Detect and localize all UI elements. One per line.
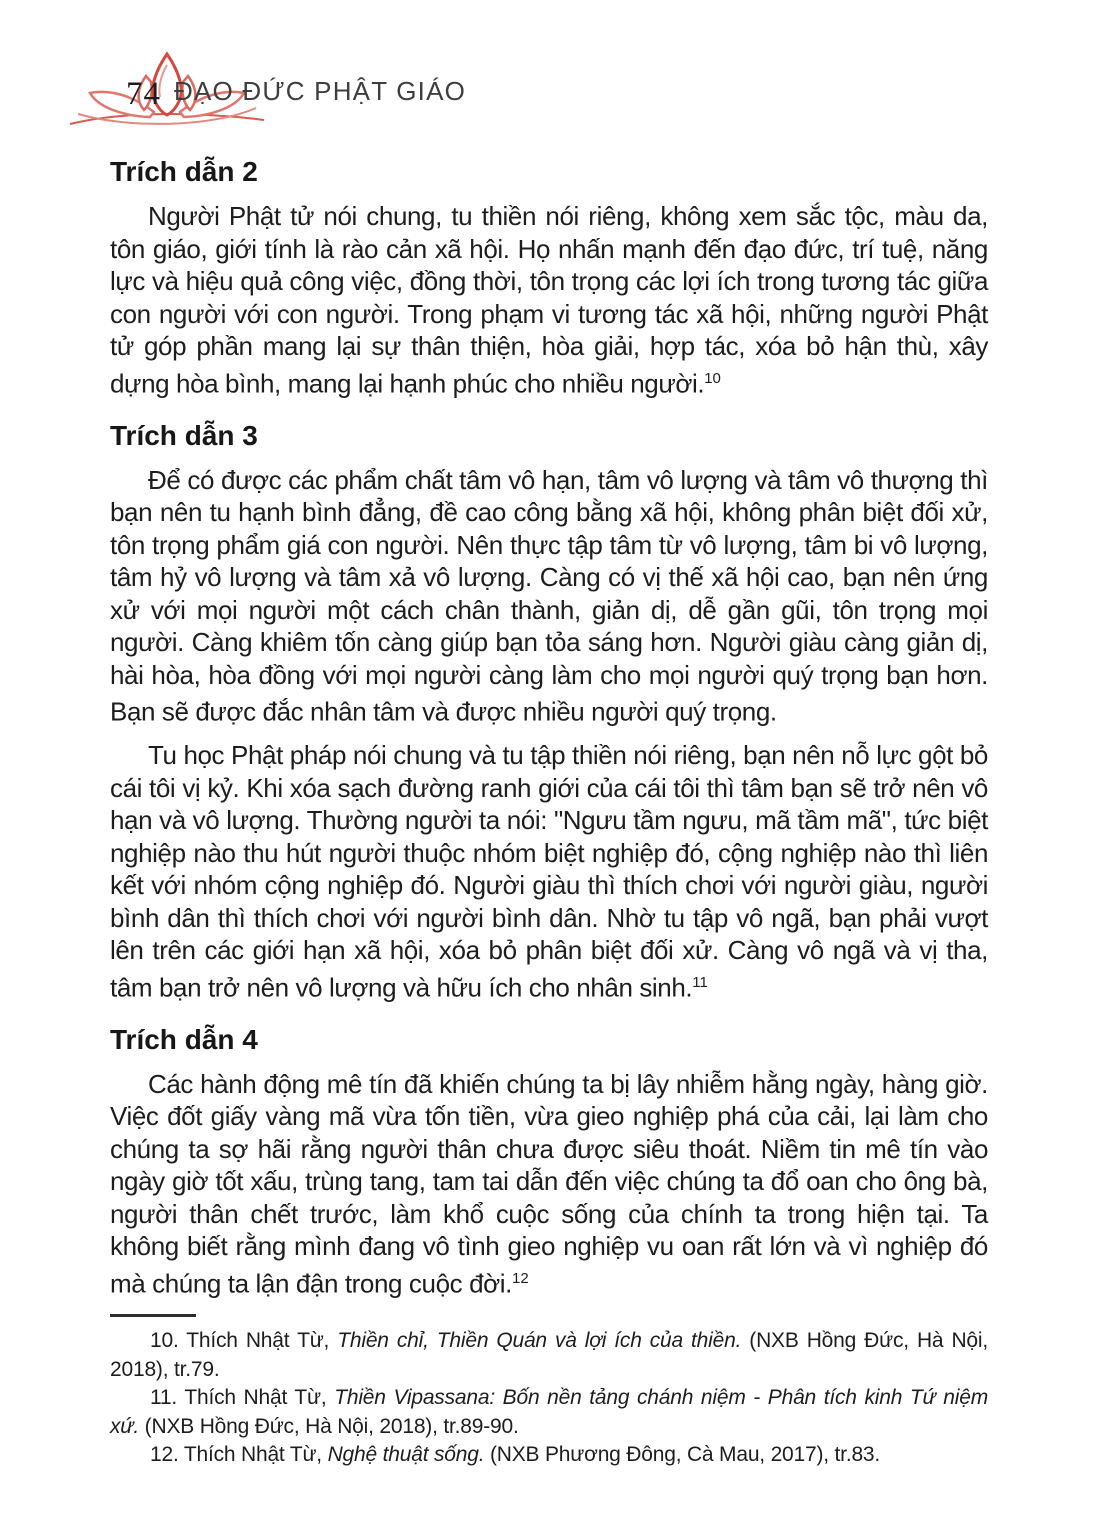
footnote-publisher: (NXB Hồng Đức, Hà Nội, 2018), tr.89-90. — [139, 1414, 519, 1438]
footnote — [110, 1441, 988, 1470]
paragraph-text: Để có được các phẩm chất tâm vô hạn, tâm vô lượng và tâm vô thượng thì bạn nên tu hạnh bình đẳng, đề cao công bằng xã hội, không phân biệt đối xử, tôn trọng phẩm giá con người. Nên thực tập tâm từ vô lượng, tâm bi vô lượng, tâm hỷ vô lượng và tâm xả vô lượng. Càng có vị thế xã hội cao, bạn nên ứng xử với mọi người một cách chân thành, giản dị, dễ gần gũi, tôn trọng mọi người. Càng khiêm tốn càng giúp bạn tỏa sáng hơn. Người giàu càng giản dị, hài hòa, hòa đồng với mọi người càng làm cho mọi người quý trọng bạn hơn. Bạn sẽ được đắc nhân tâm và được nhiều người quý trọng. — [110, 464, 988, 727]
running-title: ĐẠO ĐỨC PHẬT GIÁO — [174, 76, 467, 106]
paragraph — [110, 200, 988, 400]
footnote-ref: 11 — [692, 973, 708, 991]
section-quote-2 — [110, 156, 988, 400]
paragraph-text: Các hành động mê tín đã khiến chúng ta bị lây nhiễm hằng ngày, hàng giờ. Việc đốt giấy vàng mã vừa tốn tiền, vừa gieo nghiệp phá của cải, lại làm cho chúng ta sợ hãi rằng người thân chưa được siêu thoát. Niềm tin mê tín vào ngày giờ tốt xấu, trùng tang, tam tai dẫn đến việc chúng ta đổ oan cho ông bà, người thân chết trước, làm khổ cuộc sống của chính ta trong hiện tại. Ta không biết rằng mình đang vô tình gieo nghiệp vu oan rất lớn và vì nghiệp đó mà chúng ta lận đận trong cuộc đời. — [110, 1068, 988, 1299]
footnote-label: 12. Thích Nhật Từ, — [150, 1443, 328, 1467]
page-number: 74 — [126, 76, 161, 112]
section-heading: Trích dẫn 3 — [110, 419, 258, 451]
footnotes — [110, 1314, 988, 1470]
section-heading: Trích dẫn 4 — [110, 1023, 258, 1055]
footnote-book-title: Thiền Vipassana: Bốn nền tảng chánh niệm - Phân tích kinh Tứ niệm xứ. — [110, 1386, 988, 1438]
footnote-ref: 12 — [511, 1269, 529, 1287]
page-header — [0, 0, 1106, 150]
section-heading: Trích dẫn 2 — [110, 156, 258, 187]
footnote — [110, 1384, 988, 1441]
footnote-book-title: Nghệ thuật sống. — [327, 1443, 485, 1467]
paragraph — [110, 1068, 988, 1300]
footnote-ref: 10 — [704, 369, 721, 387]
paragraph-text: Người Phật tử nói chung, tu thiền nói riêng, không xem sắc tộc, màu da, tôn giáo, giới tính là rào cản xã hội. Họ nhấn mạnh đến đạo đức, trí tuệ, năng lực và hiệu quả công việc, đồng thời, tôn trọng các lợi ích trong tương tác giữa con người với con người. Trong phạm vi tương tác xã hội, những người Phật tử góp phần mang lại sự thân thiện, hòa giải, hợp tác, xóa bỏ hận thù, xây dựng hòa bình, mang lại hạnh phúc cho nhiều người. — [110, 201, 988, 399]
paragraph-text: Tu học Phật pháp nói chung và tu tập thiền nói riêng, bạn nên nỗ lực gột bỏ cái tôi vị kỷ. Khi xóa sạch đường ranh giới của cái tôi thì tâm bạn sẽ trở nên vô hạn và vô lượng. Thường người ta nói: "Ngưu tầm ngưu, mã tầm mã", tức biệt nghiệp nào thu hút người thuộc nhóm biệt nghiệp đó, cộng nghiệp nào thì liên kết với nhóm cộng nghiệp đó. Người giàu thì thích chơi với người giàu, người bình dân thì thích chơi với người bình dân. Nhờ tu tập vô ngã, bạn phải vượt lên trên các giới hạn xã hội, xóa bỏ phân biệt đối xử. Càng vô ngã và vị tha, tâm bạn trở nên vô lượng và hữu ích cho nhân sinh. — [110, 740, 988, 1003]
footnote-publisher: (NXB Phương Đông, Cà Mau, 2017), tr.83. — [484, 1443, 881, 1467]
section-quote-3 — [110, 420, 988, 1004]
paragraph — [110, 464, 988, 729]
footnote-divider — [110, 1314, 196, 1317]
footnote-publisher: (NXB Hồng Đức, Hà Nội, 2018), tr.79. — [110, 1329, 988, 1381]
footnote-label: 10. Thích Nhật Từ, — [150, 1329, 338, 1353]
footnote-book-title: Thiền chỉ, Thiền Quán và lợi ích của thiền. — [337, 1329, 742, 1353]
footnote-label: 11. Thích Nhật Từ, — [150, 1386, 335, 1410]
section-quote-4 — [110, 1024, 988, 1300]
paragraph — [110, 739, 988, 1004]
footnote — [110, 1327, 988, 1384]
